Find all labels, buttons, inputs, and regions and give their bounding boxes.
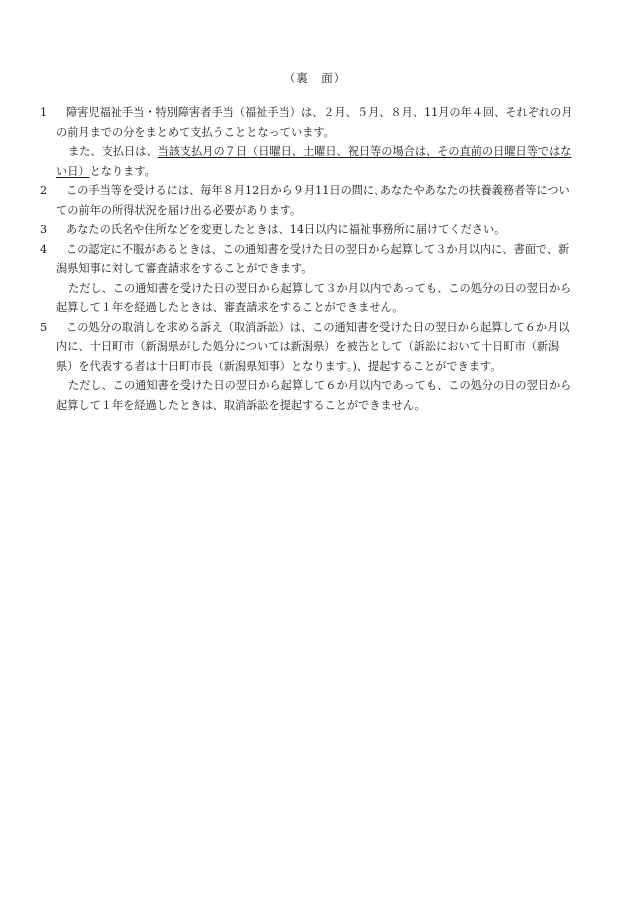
item-subtext: [56, 142, 574, 181]
notice-list: [42, 103, 574, 415]
subtext-suffix: となります。: [89, 164, 156, 178]
notice-item-1: [42, 103, 574, 181]
item-number: 3: [40, 223, 48, 236]
payment-date-underlined: 当該支払月の７日（日曜日、土曜日、祝日等の場合は、その直前の日曜日等ではない日）: [56, 145, 572, 178]
item-text: あなたの氏名や住所などを変更したときは、14日以内に福祉事務所に届けてください。: [66, 223, 506, 236]
item-number: 1: [40, 106, 48, 119]
notice-item-4: [42, 240, 574, 318]
item-text: この認定に不服があるときは、この通知書を受けた日の翌日から起算して３か月以内に、書面で、新潟県知事に対して審査請求をすることができます。: [56, 242, 570, 275]
item-text: この処分の取消しを求める訴え（取消訴訟）は、この通知書を受けた日の翌日から起算して６か月以内に、十日町市（新潟県がした処分については新潟県）を被告として（訴訟において十日町市（新潟県）を代表する者は十日町市長（新潟県知事）となります｡)、提起することができます。: [56, 320, 570, 373]
notice-item-2: [42, 181, 574, 220]
item-text: 障害児福祉手当・特別障害者手当（福祉手当）は、２月、５月、８月、11月の年４回、それぞれの月の前月までの分をまとめて支払うこととなっています。: [56, 106, 573, 139]
item-number: 5: [40, 320, 48, 334]
item-text: この手当等を受けるには、毎年８月12日から９月11日の間に､あなたやあなたの扶養義務者等についての前年の所得状況を届け出る必要があります。: [56, 184, 570, 217]
item-number: 4: [40, 242, 48, 256]
subtext-prefix: また、支払日は、: [68, 145, 158, 158]
notice-item-3: [42, 220, 574, 240]
page-heading: （裏 面）: [283, 71, 347, 85]
notice-item-5: [42, 318, 574, 416]
item-subtext: ただし、この通知書を受けた日の翌日から起算して３か月以内であっても、この処分の日の翌日から起算して１年を経過したときは、審査請求をすることができません。: [56, 281, 572, 314]
item-number: 2: [40, 184, 48, 197]
item-subtext: ただし、この通知書を受けた日の翌日から起算して６か月以内であっても、この処分の日の翌日から起算して１年を経過したときは、取消訴訟を提起することができません。: [56, 379, 572, 412]
